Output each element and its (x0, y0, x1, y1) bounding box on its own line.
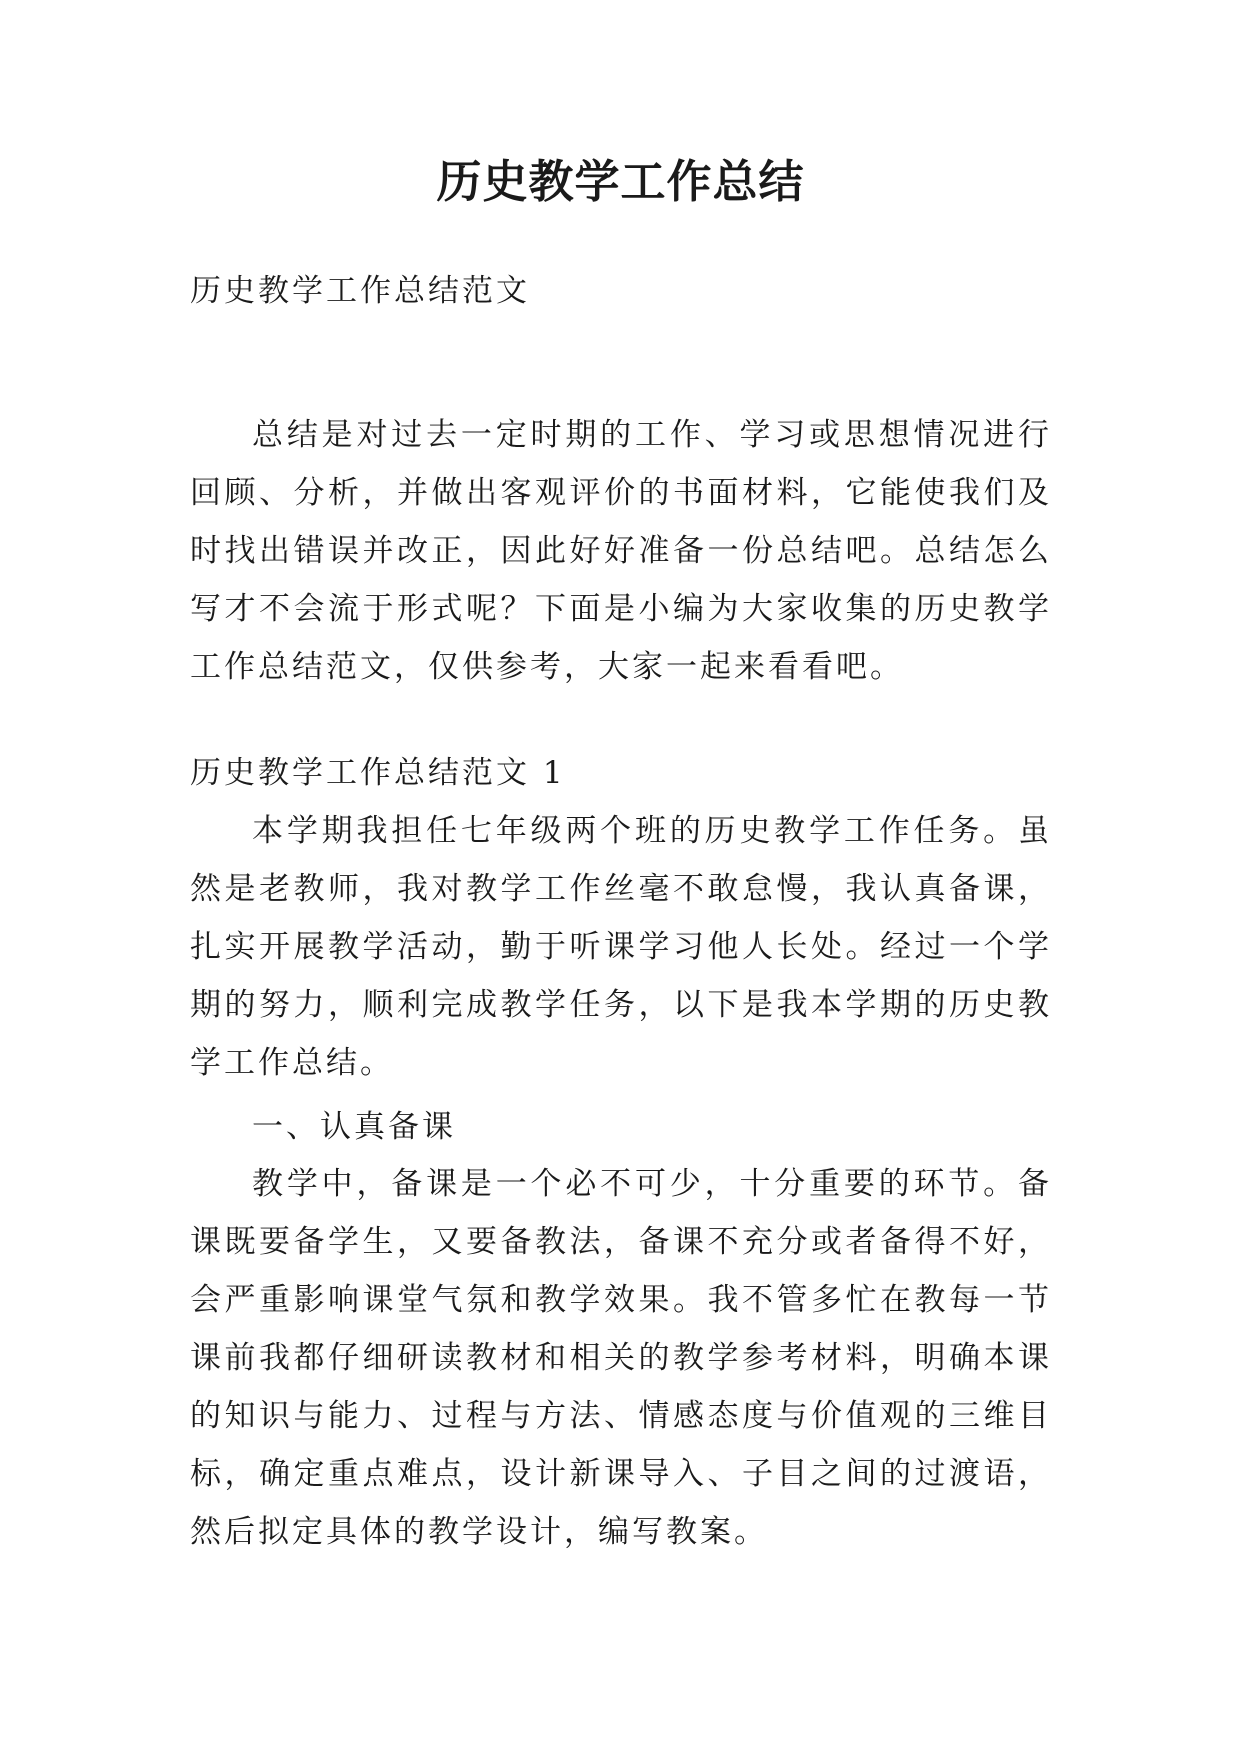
paragraph-1-text: 本学期我担任七年级两个班的历史教学工作任务。虽然是老教师，我对教学工作丝毫不敢怠慢，我认真备课，扎实开展教学活动，勤于听课学习他人长处。经过一个学期的努力，顺利完成教学任务，以下是我本学期的历史教学工作总结。 (190, 813, 1052, 1081)
page-title: 历史教学工作总结 (436, 155, 805, 208)
heading-1-text: 一、认真备课 (252, 1109, 456, 1145)
paragraph-1 (190, 802, 1052, 1092)
paragraph-2-text: 教学中，备课是一个必不可少，十分重要的环节。备课既要备学生，又要备教法，备课不充分或者备得不好，会严重影响课堂气氛和教学效果。我不管多忙在教每一节课前我都仔细研读教材和相关的教学参考材料，明确本课的知识与能力、过程与方法、情感态度与价值观的三维目标，确定重点难点，设计新课导入、子目之间的过渡语，然后拟定具体的教学设计，编写教案。 (190, 1166, 1052, 1550)
intro-paragraph (190, 406, 1052, 696)
paragraph-2 (190, 1155, 1052, 1561)
document-subtitle (190, 262, 1052, 320)
subtitle-text: 历史教学工作总结范文 (190, 273, 530, 309)
section-title (190, 744, 1052, 802)
intro-text: 总结是对过去一定时期的工作、学习或思想情况进行回顾、分析，并做出客观评价的书面材料，它能使我们及时找出错误并改正，因此好好准备一份总结吧。总结怎么写才不会流于形式呢？下面是小编为大家收集的历史教学工作总结范文，仅供参考，大家一起来看看吧。 (190, 417, 1052, 685)
heading-1 (190, 1098, 1052, 1156)
section-title-text: 历史教学工作总结范文 1 (190, 755, 566, 791)
